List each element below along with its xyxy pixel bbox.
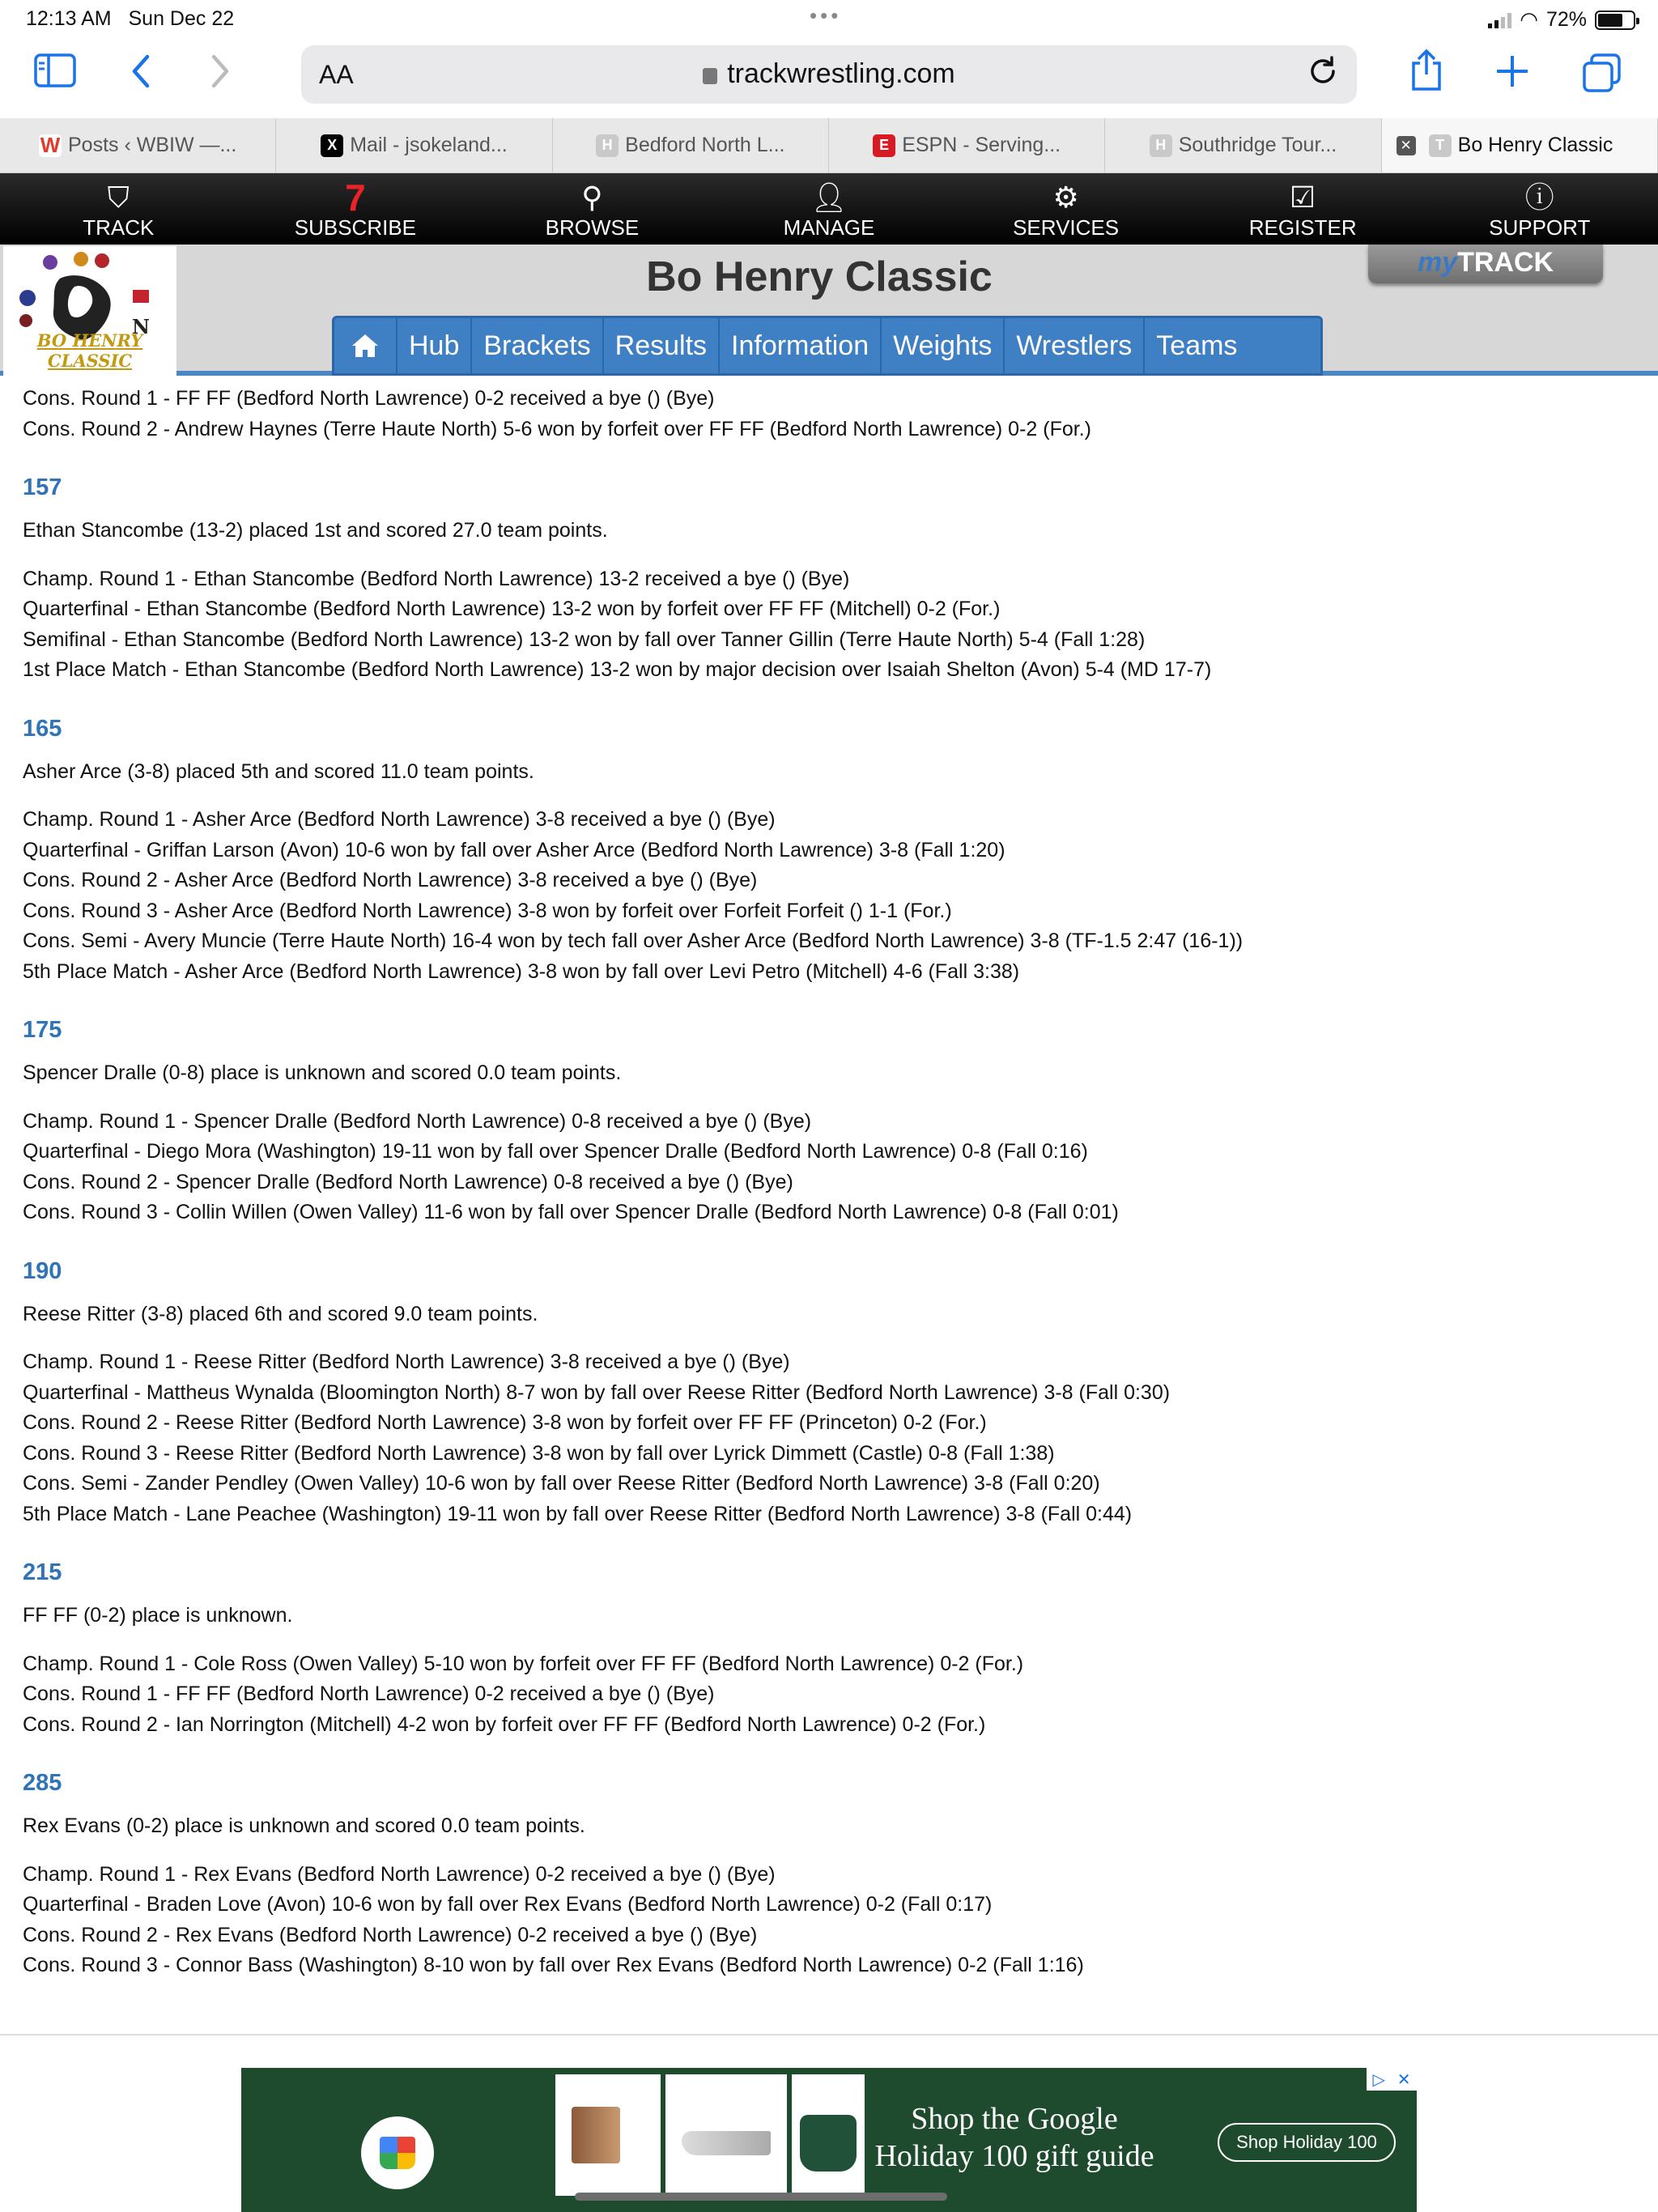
match-line: 5th Place Match - Lane Peachee (Washington) 19-11 won by fall over Reese Ritter (Bedford North Lawrence) 3-8 (Fall 0:44): [23, 1502, 1133, 1525]
match-line: 5th Place Match - Asher Arce (Bedford North Lawrence) 3-8 won by fall over Levi Petro (Mitchell) 4-6 (Fall 3:38): [23, 959, 1020, 983]
subnav-results[interactable]: Results: [604, 318, 720, 373]
tab-bedford[interactable]: H Bedford North L...: [553, 118, 829, 172]
tab-southridge[interactable]: H Southridge Tour...: [1105, 118, 1381, 172]
battery-percent: 72%: [1545, 8, 1587, 31]
match-line: Cons. Round 3 - Asher Arce (Bedford North Lawrence) 3-8 won by forfeit over Forfeit Forfeit () 1-1 (For.): [23, 899, 952, 922]
match-line: 1st Place Match - Ethan Stancombe (Bedford North Lawrence) 13-2 won by major decision over Isaiah Shelton (Avon) 5-4 (MD 17-7): [23, 658, 1212, 681]
match-line: Quarterfinal - Griffan Larson (Avon) 10-6 won by fall over Asher Arce (Bedford North Lawrence) 3-8 (Fall 1:20): [23, 838, 1005, 861]
match-line: Cons. Round 3 - Connor Bass (Washington) 8-10 won by fall over Rex Evans (Bedford North Lawrence) 0-2 (Fall 1:16): [23, 1954, 1084, 1976]
wrestler-summary: Spencer Dralle (0-8) place is unknown and scored 0.0 team points.: [23, 1061, 622, 1084]
nav-track[interactable]: ⛉ TRACK: [0, 173, 237, 245]
browser-toolbar: [0, 40, 1658, 118]
nav-register[interactable]: ☑ REGISTER: [1184, 173, 1422, 245]
url-text[interactable]: trackwrestling.com: [301, 58, 1357, 90]
espn-icon: E: [873, 134, 895, 157]
signal-icon: [1488, 12, 1511, 28]
h-icon: H: [1150, 134, 1172, 157]
match-line: Cons. Round 2 - Asher Arce (Bedford North Lawrence) 3-8 received a bye () (Bye): [23, 869, 758, 891]
wrestler-summary: Ethan Stancombe (13-2) placed 1st and scored 27.0 team points.: [23, 519, 608, 542]
search-icon: ⚲: [581, 181, 603, 214]
seven-logo-icon: 7: [345, 177, 366, 219]
weight-class-heading: 165: [23, 715, 62, 742]
match-line: Cons. Round 1 - FF FF (Bedford North Lawrence) 0-2 received a bye () (Bye): [23, 387, 715, 410]
match-line: Cons. Round 1 - FF FF (Bedford North Lawrence) 0-2 received a bye () (Bye): [23, 1682, 715, 1705]
status-bar: [0, 0, 1658, 40]
match-line: Cons. Round 2 - Ian Norrington (Mitchell) 4-2 won by forfeit over FF FF (Bedford North Lawrence) 0-2 (For.): [23, 1712, 986, 1736]
reader-aa-button[interactable]: AA: [319, 60, 354, 89]
checkbox-icon: ☑: [1290, 181, 1316, 214]
ad-headline[interactable]: Shop the Google Holiday 100 gift guide: [874, 2102, 1154, 2173]
site-nav: [0, 173, 1658, 245]
tab-bo-henry-classic[interactable]: ✕ T Bo Henry Classic: [1382, 118, 1658, 172]
wrestler-summary: Rex Evans (0-2) place is unknown and scored 0.0 team points.: [23, 1814, 585, 1837]
svg-text:N: N: [132, 315, 150, 338]
trackwrestling-favicon-icon: T: [1429, 134, 1452, 157]
close-tab-icon[interactable]: ✕: [1397, 136, 1416, 155]
tab-wbiw[interactable]: W Posts ‹ WBIW —...: [0, 118, 276, 172]
match-line: Cons. Round 2 - Reese Ritter (Bedford North Lawrence) 3-8 won by forfeit over FF FF (Princeton) 0-2 (For.): [23, 1411, 987, 1434]
track-shield-icon: ⛉: [107, 181, 130, 214]
nav-services[interactable]: ⚙ SERVICES: [947, 173, 1184, 245]
nav-support[interactable]: ⓘ SUPPORT: [1421, 173, 1658, 245]
multitask-dots[interactable]: •••: [810, 3, 842, 28]
match-line: Cons. Round 2 - Spencer Dralle (Bedford North Lawrence) 0-8 received a bye () (Bye): [23, 1170, 793, 1193]
wrestler-summary: Asher Arce (3-8) placed 5th and scored 11.0 team points.: [23, 759, 534, 783]
match-line: Quarterfinal - Mattheus Wynalda (Bloomington North) 8-7 won by fall over Reese Ritter (Bedford North Lawrence) 3-8 (Fall 0:30): [23, 1380, 1171, 1404]
subnav-home[interactable]: [334, 318, 397, 373]
wrestler-summary: FF FF (0-2) place is unknown.: [23, 1604, 293, 1627]
weight-class-heading: 157: [23, 474, 62, 500]
h-icon: H: [596, 134, 619, 157]
footer-divider: [0, 2034, 1658, 2035]
forward-icon[interactable]: [209, 53, 232, 98]
tabs-overview-icon[interactable]: [1582, 53, 1622, 103]
match-line: Cons. Semi - Zander Pendley (Owen Valley) 10-6 won by fall over Reese Ritter (Bedford North Lawrence) 3-8 (Fall 0:20): [23, 1472, 1100, 1495]
match-line: Quarterfinal - Braden Love (Avon) 10-6 won by fall over Rex Evans (Bedford North Lawrence) 0-2 (Fall 0:17): [23, 1893, 993, 1916]
browser-tabs: [0, 118, 1658, 173]
ad-product-image[interactable]: [792, 2074, 865, 2196]
wbiw-icon: W: [40, 133, 61, 157]
page-header: [0, 245, 1658, 376]
new-tab-icon[interactable]: [1494, 53, 1530, 98]
nav-manage[interactable]: 👤︎ MANAGE: [711, 173, 948, 245]
match-line: Cons. Semi - Avery Muncie (Terre Haute North) 16-4 won by tech fall over Asher Arce (Bedford North Lawrence) 3-8 (TF-1.5 2:47 (16-1)): [23, 929, 1244, 952]
tournament-subnav: [332, 316, 1323, 376]
logo-text: BO HENRY CLASSIC: [36, 330, 143, 371]
address-bar[interactable]: [301, 45, 1357, 104]
battery-icon: [1595, 11, 1635, 30]
match-line: Champ. Round 1 - Spencer Dralle (Bedford North Lawrence) 0-8 received a bye () (Bye): [23, 1109, 812, 1133]
results-list: [23, 384, 1634, 1981]
mytrack-button[interactable]: myTRACK: [1368, 245, 1603, 283]
match-line: Cons. Round 3 - Collin Willen (Owen Valley) 11-6 won by fall over Spencer Dralle (Bedford North Lawrence) 0-8 (Fall 0:01): [23, 1201, 1119, 1223]
lock-icon: [703, 68, 717, 84]
match-line: Quarterfinal - Diego Mora (Washington) 19-11 won by fall over Spencer Dralle (Bedford North Lawrence) 0-8 (Fall 0:16): [23, 1140, 1088, 1163]
x-icon: X: [321, 134, 343, 157]
match-line: Champ. Round 1 - Reese Ritter (Bedford North Lawrence) 3-8 received a bye () (Bye): [23, 1351, 790, 1373]
subnav-hub[interactable]: Hub: [397, 318, 472, 373]
subnav-information[interactable]: Information: [720, 318, 882, 373]
share-icon[interactable]: [1409, 49, 1444, 101]
page-title: Bo Henry Classic: [646, 253, 993, 300]
google-shopping-bag-icon: [361, 2116, 434, 2189]
nav-subscribe[interactable]: 7 SUBSCRIBE: [237, 173, 474, 245]
match-line: Champ. Round 1 - Rex Evans (Bedford North Lawrence) 0-2 received a bye () (Bye): [23, 1862, 776, 1886]
ad-product-image[interactable]: [665, 2074, 787, 2196]
weight-class-heading: 175: [23, 1017, 62, 1043]
adchoices-icon[interactable]: [1367, 2068, 1417, 2091]
weight-class-heading: 190: [23, 1257, 62, 1284]
wifi-icon: ◠: [1520, 7, 1538, 32]
match-line: Semifinal - Ethan Stancombe (Bedford North Lawrence) 13-2 won by fall over Tanner Gillin (Terre Haute North) 5-4 (Fall 1:28): [23, 627, 1146, 651]
ad-cta-button[interactable]: Shop Holiday 100: [1218, 2123, 1396, 2162]
wrestler-summary: Reese Ritter (3-8) placed 6th and scored 9.0 team points.: [23, 1302, 538, 1325]
tab-espn[interactable]: E ESPN - Serving...: [829, 118, 1105, 172]
ad-carousel-scrollbar[interactable]: [575, 2193, 947, 2201]
back-icon[interactable]: [130, 53, 152, 98]
help-icon: ⓘ: [1524, 181, 1554, 214]
match-line: Champ. Round 1 - Cole Ross (Owen Valley) 5-10 won by forfeit over FF FF (Bedford North Lawrence) 0-2 (For.): [23, 1652, 1024, 1675]
tab-mail[interactable]: X Mail - jsokeland...: [276, 118, 552, 172]
ad-product-image[interactable]: [555, 2074, 661, 2196]
weight-class-heading: 285: [23, 1770, 62, 1796]
match-line: Quarterfinal - Ethan Stancombe (Bedford North Lawrence) 13-2 won by forfeit over FF FF (Mitchell) 0-2 (For.): [23, 598, 1001, 620]
nav-browse[interactable]: ⚲ BROWSE: [474, 173, 711, 245]
subnav-wrestlers[interactable]: Wrestlers: [1005, 318, 1145, 373]
home-icon: [351, 333, 380, 359]
subnav-brackets[interactable]: Brackets: [472, 318, 603, 373]
status-time: 12:13 AM Sun Dec 22: [26, 7, 235, 30]
match-line: Cons. Round 2 - Andrew Haynes (Terre Haute North) 5-6 won by forfeit over FF FF (Bedford North Lawrence) 0-2 (For.): [23, 417, 1091, 440]
adchoices-triangle-icon: ▷: [1372, 2070, 1385, 2089]
reload-icon[interactable]: [1307, 55, 1339, 96]
match-line: Cons. Round 2 - Rex Evans (Bedford North Lawrence) 0-2 received a bye () (Bye): [23, 1923, 758, 1946]
weight-class-heading: 215: [23, 1559, 62, 1585]
user-icon: 👤︎: [810, 181, 848, 214]
gear-icon: ⚙: [1052, 181, 1079, 214]
match-line: Champ. Round 1 - Asher Arce (Bedford North Lawrence) 3-8 received a bye () (Bye): [23, 808, 776, 831]
ad-banner[interactable]: [241, 2068, 1417, 2212]
match-line: Champ. Round 1 - Ethan Stancombe (Bedford North Lawrence) 13-2 received a bye () (Bye): [23, 567, 850, 590]
match-line: Cons. Round 3 - Reese Ritter (Bedford North Lawrence) 3-8 won by fall over Lyrick Dimmett (Castle) 0-8 (Fall 1:38): [23, 1441, 1055, 1465]
subnav-weights[interactable]: Weights: [882, 318, 1005, 373]
close-ad-icon[interactable]: ✕: [1397, 2070, 1411, 2089]
status-indicators: [1488, 7, 1635, 32]
sidebar-icon[interactable]: [34, 53, 76, 96]
subnav-teams[interactable]: Teams: [1156, 330, 1238, 361]
